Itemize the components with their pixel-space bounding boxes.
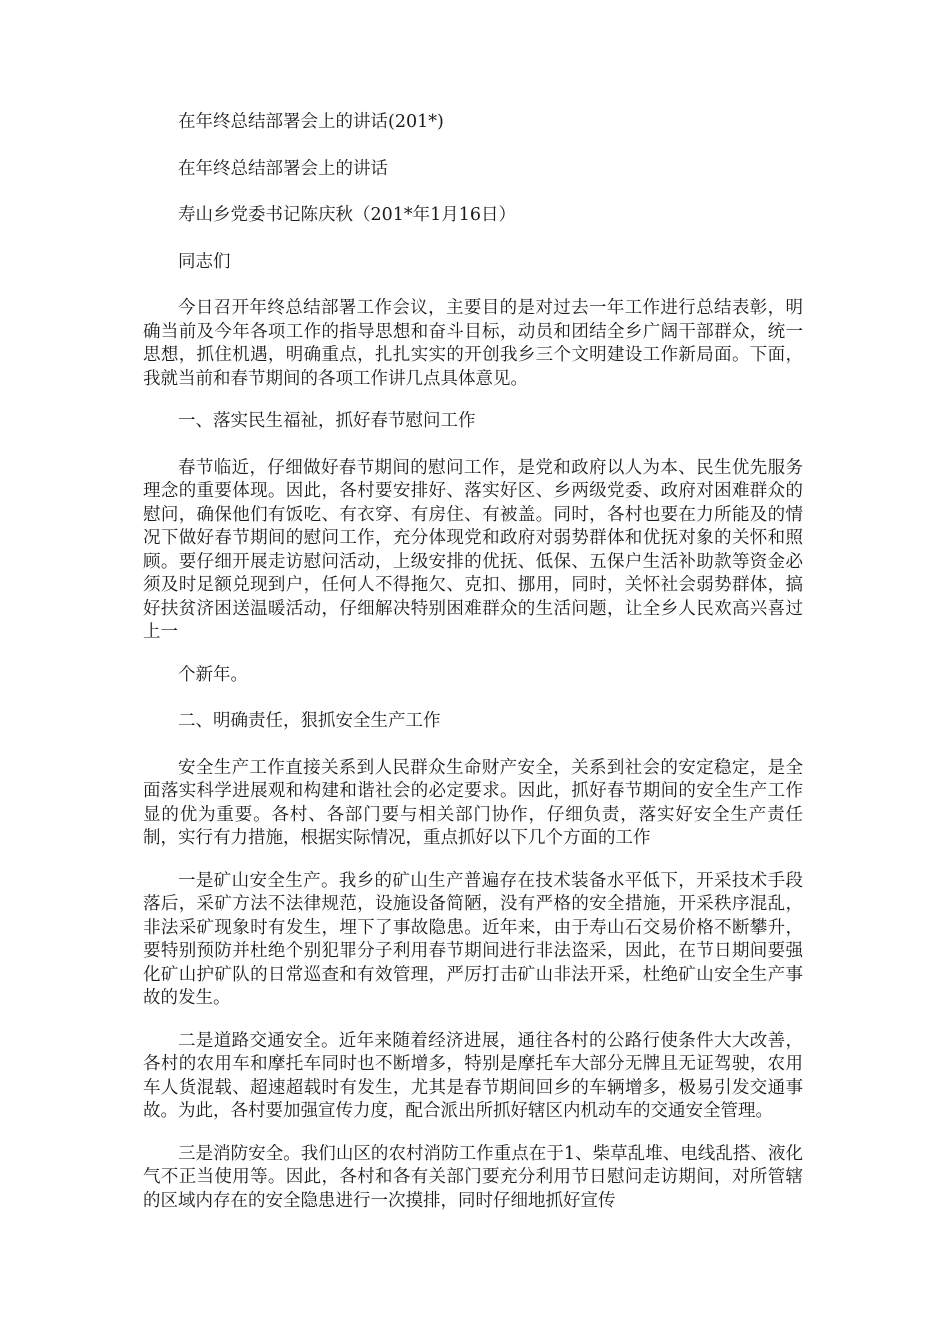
mine-safety-paragraph: 一是矿山安全生产。我乡的矿山生产普遍存在技术装备水平低下，开采技术手段落后，采矿方法不法律规范，设施设备简陋，没有严格的安全措施，开采秩序混乱，非法采矿现象时有发生，埋下了事故隐患。近年来，由于寿山石交易价格不断攀升，要特别预防并杜绝个别犯罪分子利用春节期间进行非法盗采，因此，在节日期间要强化矿山护矿队的日常巡查和有效管理，严厉打击矿山非法开采，杜绝矿山安全生产事故的发生。 xyxy=(143,870,803,1008)
document-title: 在年终总结部署会上的讲话(201*) xyxy=(178,112,444,132)
intro-paragraph: 今日召开年终总结部署工作会议，主要目的是对过去一年工作进行总结表彰，明确当前及今年各项工作的指导思想和奋斗目标，动员和团结全乡广阔干部群众，统一思想，抓住机遇，明确重点，扎扎实实的开创我乡三个文明建设工作新局面。下面，我就当前和春节期间的各项工作讲几点具体意见。 xyxy=(143,298,803,389)
section-2-paragraph: 安全生产工作直接关系到人民群众生命财产安全，关系到社会的安定稳定，是全面落实科学进展观和构建和谐社会的必定要求。因此，抓好春节期间的安全生产工作显的优为重要。各村、各部门要与相关部门协作，仔细负责，落实好安全生产责任制，实行有力措施，根据实际情况，重点抓好以下几个方面的工作 xyxy=(143,757,803,848)
section-1-paragraph: 春节临近，仔细做好春节期间的慰问工作，是党和政府以人为本、民生优先服务理念的重要体现。因此，各村要安排好、落实好区、乡两级党委、政府对困难群众的慰问，确保他们有饭吃、有衣穿、有房住、有被盖。同时，各村也要在力所能及的情况下做好春节期间的慰问工作，充分体现党和政府对弱势群体和优抚对象的关怀和照顾。要仔细开展走访慰问活动，上级安排的优抚、低保、五保户生活补助款等资金必须及时足额兑现到户，任何人不得拖欠、克扣、挪用，同时，关怀社会弱势群体，搞好扶贫济困送温暖活动，仔细解决特别困难群众的生活问题，让全乡人民欢高兴喜过上一 xyxy=(143,457,803,642)
section-1-continuation: 个新年。 xyxy=(178,664,248,685)
speech-title: 在年终总结部署会上的讲话 xyxy=(178,158,388,179)
traffic-safety-paragraph: 二是道路交通安全。近年来随着经济进展，通往各村的公路行使条件大大改善，各村的农用车和摩托车同时也不断增多，特别是摩托车大部分无牌且无证驾驶，农用车人货混载、超速超载时有发生，尤其是春节期间回乡的车辆增多，极易引发交通事故。为此，各村要加强宣传力度，配合派出所抓好辖区内机动车的交通安全管理。 xyxy=(143,1030,803,1121)
speaker-line: 寿山乡党委书记陈庆秋（201*年1月16日） xyxy=(178,205,517,225)
fire-safety-paragraph: 三是消防安全。我们山区的农村消防工作重点在于1、柴草乱堆、电线乱搭、液化气不正当使用等。因此，各村和各有关部门要充分利用节日慰问走访期间，对所管辖的区域内存在的安全隐患进行一次摸排，同时仔细地抓好宣传 xyxy=(143,1143,803,1211)
document-body xyxy=(143,111,803,1232)
salutation: 同志们 xyxy=(178,251,231,272)
section-heading-1: 一、落实民生福祉，抓好春节慰问工作 xyxy=(178,411,476,431)
section-heading-2: 二、明确责任，狠抓安全生产工作 xyxy=(178,711,441,731)
